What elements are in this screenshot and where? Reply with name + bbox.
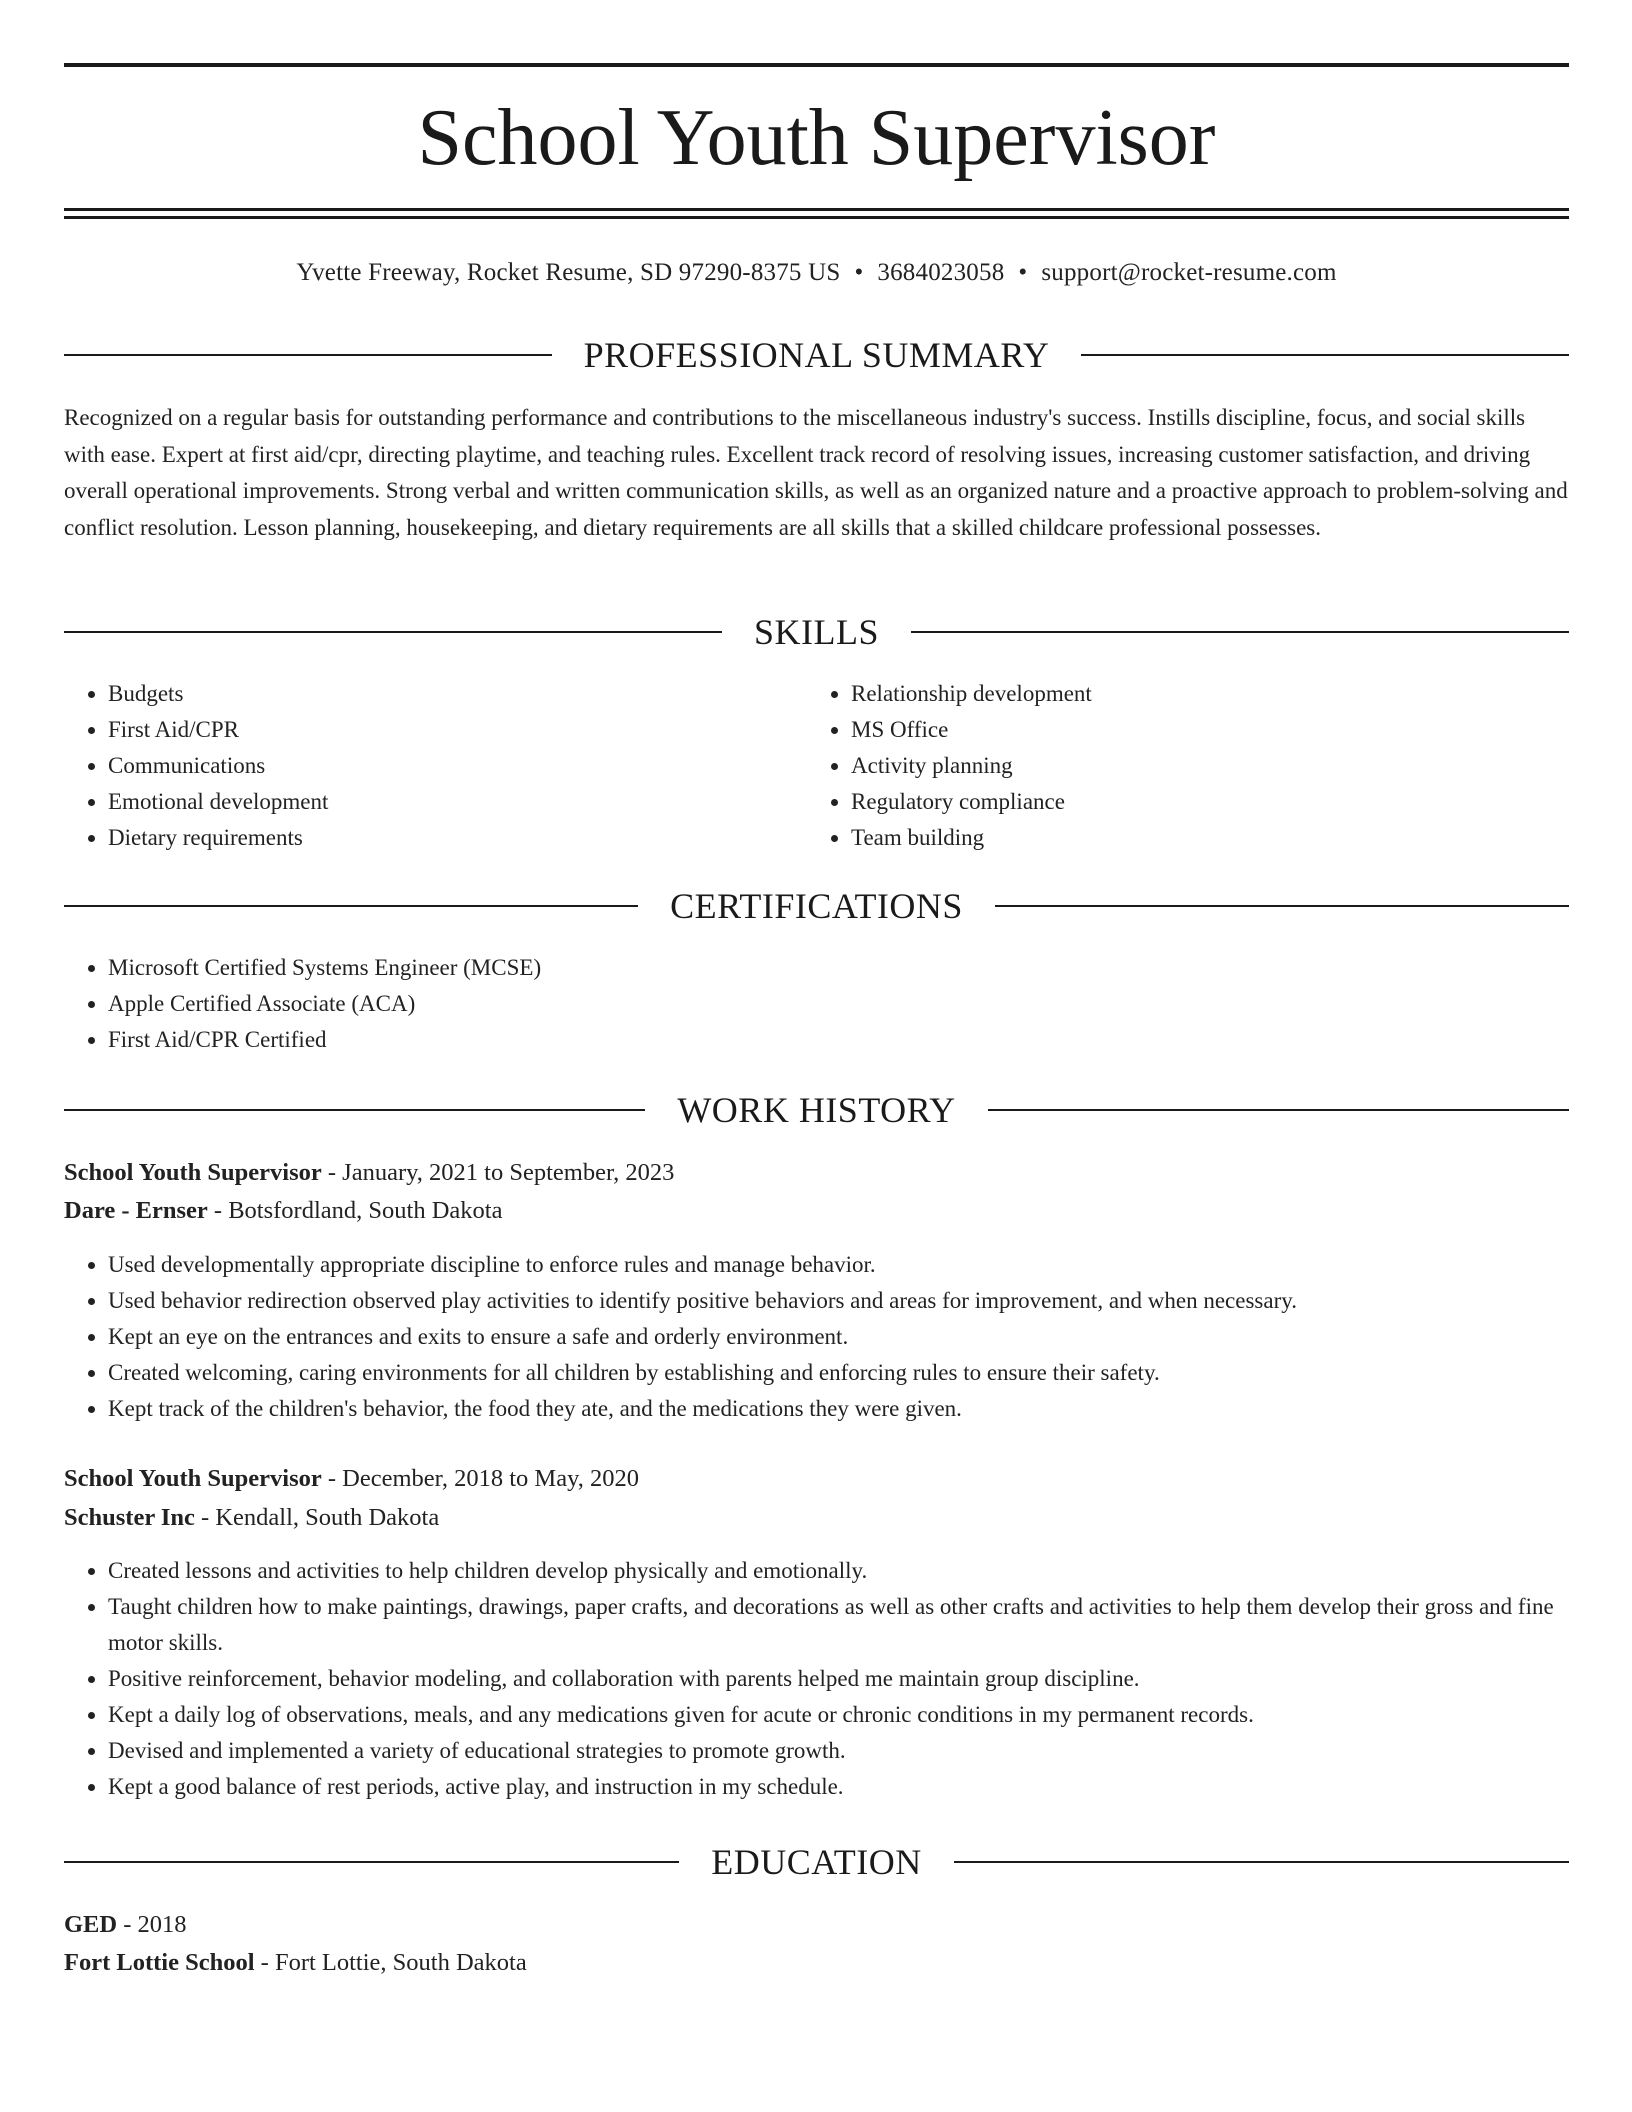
skill-item: • Activity planning (851, 748, 1551, 784)
skill-item: • MS Office (851, 712, 1551, 748)
skill-item: • Relationship development (851, 676, 1551, 712)
contact-email: support@rocket-resume.com (1041, 259, 1337, 286)
job-bullet: • Kept a good balance of rest periods, active play, and instruction in my schedule. (108, 1769, 1569, 1805)
certification-item: • First Aid/CPR Certified (108, 1022, 1568, 1058)
contact-address: Yvette Freeway, Rocket Resume, SD 97290-8375 US (296, 259, 841, 286)
heading-rule (1081, 354, 1569, 356)
skill-item: • Emotional development (108, 784, 808, 820)
title-rule-lower (64, 216, 1569, 219)
section-title: EDUCATION (711, 1842, 922, 1882)
section-heading-education (64, 1840, 1569, 1884)
job-company-line (64, 1499, 439, 1537)
resume-title: School Youth Supervisor (417, 94, 1216, 182)
summary-text: Recognized on a regular basis for outstanding performance and contributions to the miscellaneous industry's success. Instills discipline, focus, and social skills with ease. Expert at first aid/cpr, directing playtime, and teaching rules. Excellent track record of resolving issues, increasing customer satisfaction, and driving overall operational improvements. Strong verbal and written communication skills, as well as an organized nature and a proactive approach to problem-solving and conflict resolution. Lesson planning, housekeeping, and dietary requirements are all skills that a skilled childcare professional possesses. (64, 405, 1568, 540)
education-degree-line (64, 1906, 187, 1944)
section-title: SKILLS (754, 612, 880, 652)
job-title-line (64, 1154, 674, 1192)
job-bullet: • Used behavior redirection observed play activities to identify positive behaviors and areas for improvement, and when necessary. (108, 1283, 1569, 1319)
skill-item: • Communications (108, 748, 808, 784)
education-school-line (64, 1944, 527, 1982)
contact-separator: • (1018, 259, 1028, 286)
heading-rule (64, 354, 552, 356)
education-year: - 2018 (117, 1911, 187, 1938)
skill-item: • Regulatory compliance (851, 784, 1551, 820)
job-bullet: • Positive reinforcement, behavior modeling, and collaboration with parents helped me maintain group discipline. (108, 1661, 1569, 1697)
job-bullet: • Created lessons and activities to help children develop physically and emotionally. (108, 1553, 1569, 1589)
job-location: - Kendall, South Dakota (194, 1504, 440, 1531)
job-bullets (64, 1247, 1569, 1427)
skill-item: • First Aid/CPR (108, 712, 808, 748)
skill-item: • Dietary requirements (108, 820, 808, 856)
heading-rule (954, 1861, 1569, 1863)
certification-item: • Apple Certified Associate (ACA) (108, 986, 1568, 1022)
job-company: Schuster Inc (64, 1504, 195, 1531)
title-rule-upper (64, 208, 1569, 211)
job-company: Dare - Ernser (64, 1197, 208, 1224)
contact-phone: 3684023058 (877, 259, 1005, 286)
contact-separator: • (854, 259, 864, 286)
job-title-line (64, 1460, 639, 1498)
section-heading-skills (64, 610, 1569, 654)
education-location: - Fort Lottie, South Dakota (254, 1949, 527, 1976)
job-dates: - December, 2018 to May, 2020 (321, 1465, 639, 1492)
heading-rule (64, 631, 722, 633)
job-bullet: • Kept a daily log of observations, meals, and any medications given for acute or chronic conditions in my permanent records. (108, 1697, 1569, 1733)
skills-list-left (64, 676, 808, 856)
section-title: CERTIFICATIONS (670, 886, 963, 926)
education-degree: GED (64, 1911, 118, 1938)
section-title: PROFESSIONAL SUMMARY (583, 335, 1050, 375)
heading-rule (64, 1861, 679, 1863)
skills-list-right (807, 676, 1551, 856)
job-title: School Youth Supervisor (64, 1159, 322, 1186)
job-bullet: • Devised and implemented a variety of educational strategies to promote growth. (108, 1733, 1569, 1769)
job-bullets (64, 1553, 1569, 1805)
job-dates: - January, 2021 to September, 2023 (321, 1159, 675, 1186)
section-heading-work-history (64, 1088, 1569, 1132)
job-bullet: • Created welcoming, caring environments for all children by establishing and enforcing rules to ensure their safety. (108, 1355, 1569, 1391)
heading-rule (64, 905, 638, 907)
contact-line (64, 255, 1569, 291)
section-title: WORK HISTORY (677, 1090, 956, 1130)
job-company-line (64, 1192, 502, 1230)
job-bullet: • Used developmentally appropriate discipline to enforce rules and manage behavior. (108, 1247, 1569, 1283)
section-heading-summary (64, 333, 1569, 377)
section-heading-certifications (64, 884, 1569, 928)
education-school: Fort Lottie School (64, 1949, 255, 1976)
job-title: School Youth Supervisor (64, 1465, 322, 1492)
certification-item: • Microsoft Certified Systems Engineer (MCSE) (108, 950, 1568, 986)
top-rule (64, 63, 1569, 67)
skill-item: • Budgets (108, 676, 808, 712)
heading-rule (64, 1109, 645, 1111)
job-bullet: • Kept track of the children's behavior, the food they ate, and the medications they were given. (108, 1391, 1569, 1427)
certifications-list (64, 950, 1568, 1058)
heading-rule (911, 631, 1569, 633)
heading-rule (988, 1109, 1569, 1111)
heading-rule (995, 905, 1569, 907)
job-bullet: • Taught children how to make paintings, drawings, paper crafts, and decorations as well as other crafts and activities to help them develop their gross and fine motor skills. (108, 1589, 1569, 1661)
skill-item: • Team building (851, 820, 1551, 856)
job-location: - Botsfordland, South Dakota (207, 1197, 503, 1224)
job-bullet: • Kept an eye on the entrances and exits to ensure a safe and orderly environment. (108, 1319, 1569, 1355)
